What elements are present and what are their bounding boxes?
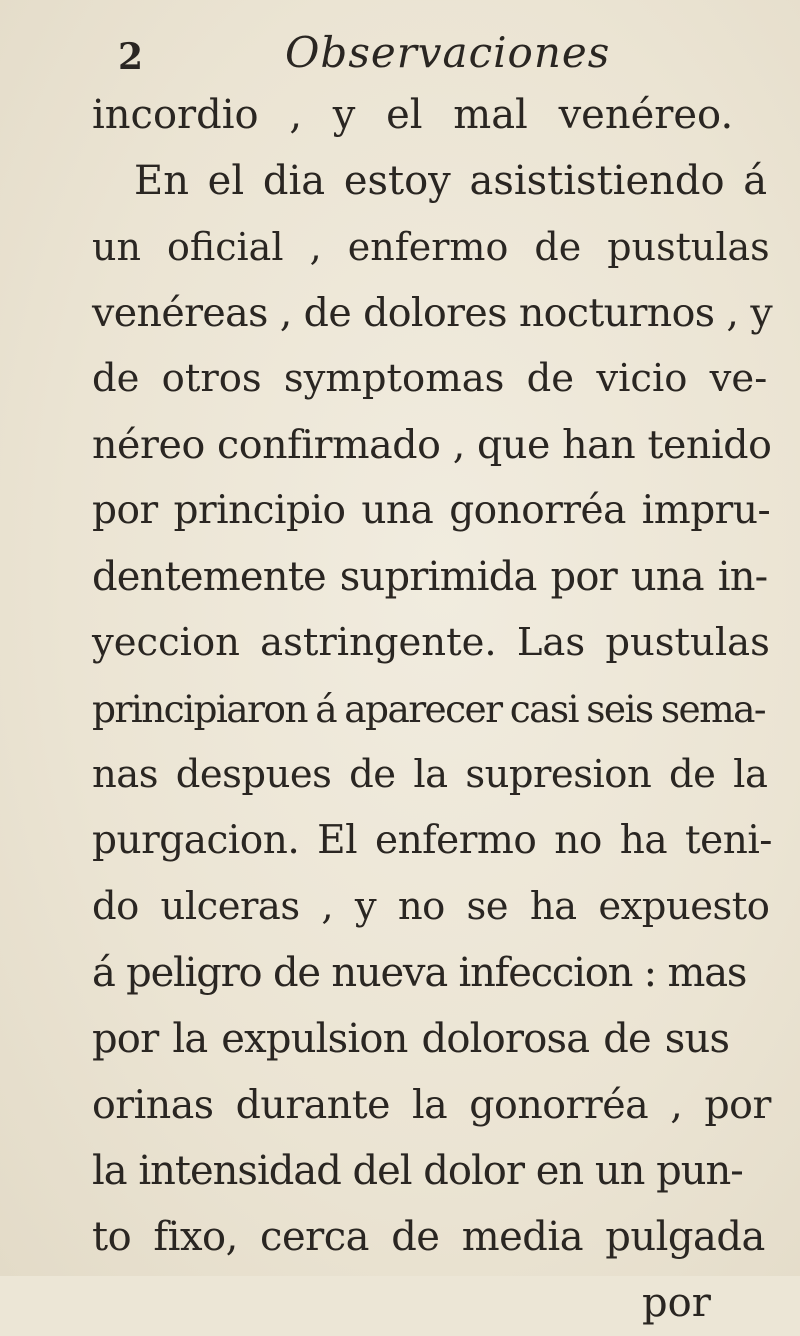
- text-line: venéreas , de dolores nocturnos , y: [92, 290, 773, 336]
- text-line: principiaron á aparecer casi seis sema-: [92, 687, 765, 731]
- text-line: En el dia estoy asististiendo á: [134, 158, 768, 204]
- text-line: néreo confirmado , que han tenido: [92, 422, 772, 468]
- text-line: á peligro de nueva infeccion : mas: [92, 950, 747, 996]
- text-line: do ulceras , y no se ha expuesto: [92, 884, 770, 929]
- text-line: un oficial , enfermo de pustulas: [92, 225, 770, 269]
- text-line: por principio una gonorréa impru-: [92, 488, 771, 533]
- text-line: la intensidad del dolor en un pun-: [92, 1148, 743, 1194]
- text-line: to fixo, cerca de media pulgada: [92, 1214, 765, 1260]
- running-head: Observaciones: [285, 28, 611, 77]
- text-line: dentemente suprimida por una in-: [92, 554, 768, 600]
- catchword: por: [642, 1280, 711, 1326]
- text-line: purgacion. El enfermo no ha teni-: [92, 818, 772, 863]
- page-header: [0, 22, 800, 82]
- text-line: nas despues de la supresion de la: [92, 752, 768, 797]
- text-line: de otros symptomas de vicio ve-: [92, 356, 768, 401]
- text-line: orinas durante la gonorréa , por: [92, 1082, 771, 1128]
- text-line: por la expulsion dolorosa de sus: [92, 1016, 730, 1062]
- page-number: 2: [118, 36, 144, 78]
- text-line: incordio , y el mal venéreo.: [92, 92, 734, 138]
- text-line: yeccion astringente. Las pustulas: [92, 620, 770, 665]
- body-text: [92, 82, 773, 1336]
